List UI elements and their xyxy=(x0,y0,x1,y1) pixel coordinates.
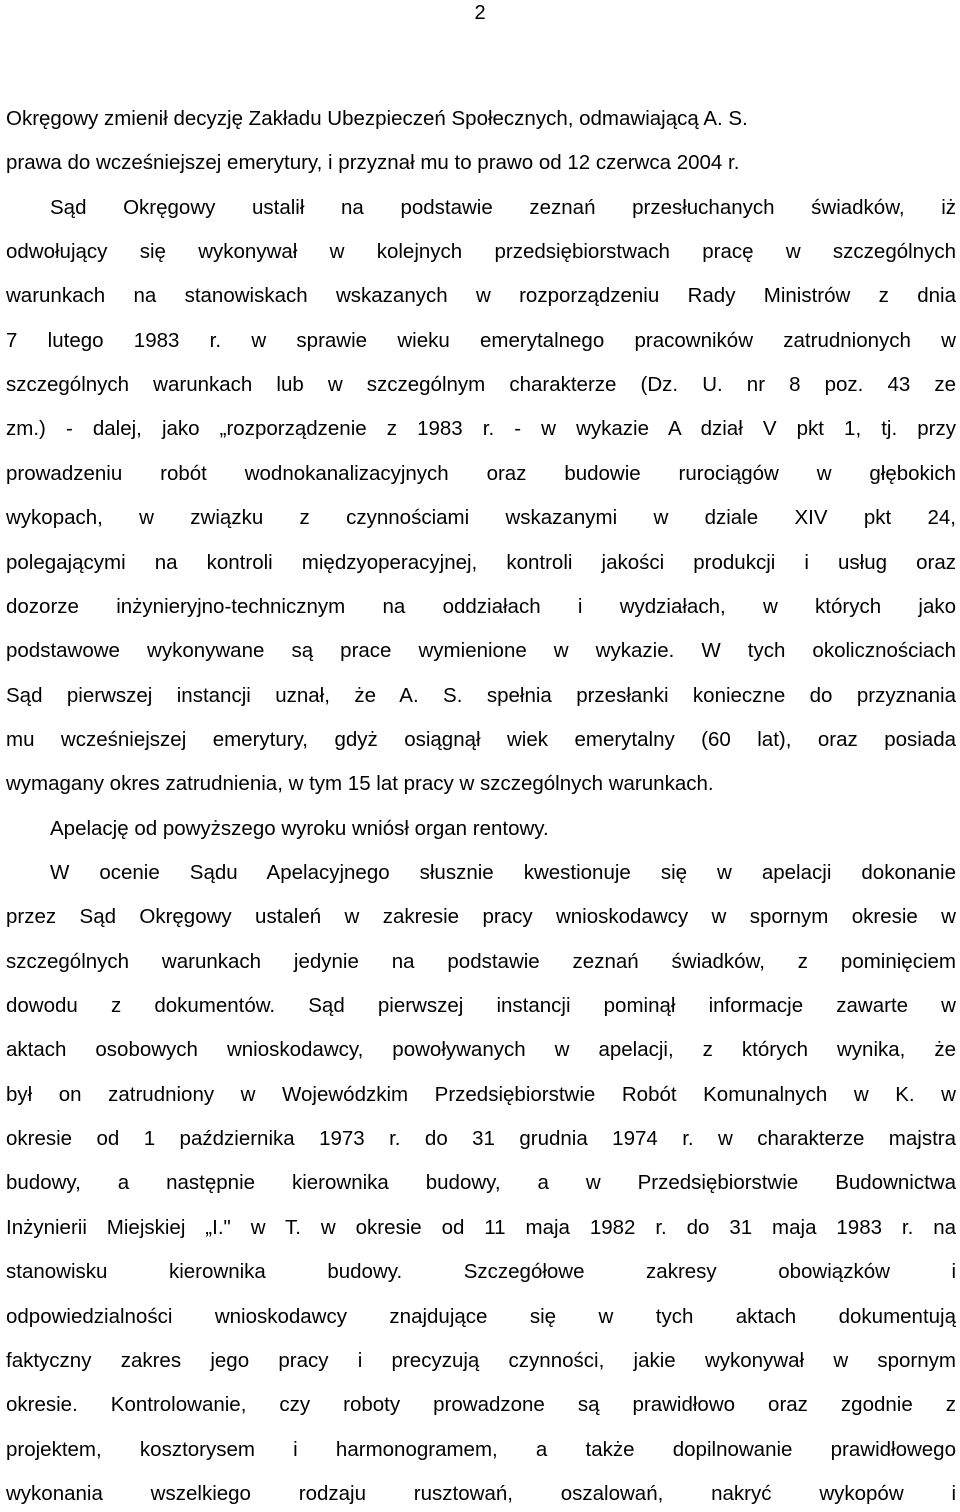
text-line: szczególnych warunkach lub w szczególnym charakterze (Dz. U. nr 8 poz. 43 ze xyxy=(6,373,956,397)
text-line: był on zatrudniony w Wojewódzkim Przedsiębiorstwie Robót Komunalnych w K. w xyxy=(6,1082,956,1106)
text-line: stanowisku kierownika budowy. Szczegółowe zakresy obowiązków i xyxy=(6,1260,956,1284)
text-line: wykonania wszelkiego rodzaju rusztowań, oszalowań, nakryć wykopów i xyxy=(6,1481,956,1505)
text-line: podstawowe wykonywane są prace wymienione w wykazie. W tych okolicznościach xyxy=(6,639,956,663)
text-line: wymagany okres zatrudnienia, w tym 15 lat pracy w szczególnych warunkach. xyxy=(6,772,714,796)
text-line: mu wcześniejszej emerytury, gdyż osiągnął wiek emerytalny (60 lat), oraz posiada xyxy=(6,727,956,751)
text-line: zm.) - dalej, jako „rozporządzenie z 1983 r. - w wykazie A dział V pkt 1, tj. przy xyxy=(6,417,956,441)
text-line: wykopach, w związku z czynnościami wskazanymi w dziale XIV pkt 24, xyxy=(6,506,956,530)
text-line: Sąd Okręgowy ustalił na podstawie zeznań przesłuchanych świadków, iż xyxy=(50,195,956,219)
text-line: Apelację od powyższego wyroku wniósł organ rentowy. xyxy=(50,816,549,840)
text-line: 7 lutego 1983 r. w sprawie wieku emerytalnego pracowników zatrudnionych w xyxy=(6,328,956,352)
text-line: Okręgowy zmienił decyzję Zakładu Ubezpieczeń Społecznych, odmawiającą A. S. xyxy=(6,107,748,130)
text-line: szczególnych warunkach jedynie na podstawie zeznań świadków, z pominięciem xyxy=(6,949,956,973)
text-line: budowy, a następnie kierownika budowy, a w Przedsiębiorstwie Budownictwa xyxy=(6,1171,956,1195)
page-number: 2 xyxy=(474,2,486,24)
text-line: faktyczny zakres jego pracy i precyzują czynności, jakie wykonywał w spornym xyxy=(6,1348,956,1372)
text-line: przez Sąd Okręgowy ustaleń w zakresie pracy wnioskodawcy w spornym okresie w xyxy=(6,905,956,929)
text-line: prowadzeniu robót wodnokanalizacyjnych oraz budowie rurociągów w głębokich xyxy=(6,461,956,485)
text-line: odpowiedzialności wnioskodawcy znajdujące się w tych aktach dokumentują xyxy=(6,1304,956,1328)
text-line: prawa do wcześniejszej emerytury, i przyznał mu to prawo od 12 czerwca 2004 r. xyxy=(6,151,740,175)
text-line: warunkach na stanowiskach wskazanych w rozporządzeniu Rady Ministrów z dnia xyxy=(6,284,956,308)
text-line: odwołujący się wykonywał w kolejnych przedsiębiorstwach pracę w szczególnych xyxy=(6,240,956,264)
text-line: Inżynierii Miejskiej „I." w T. w okresie od 11 maja 1982 r. do 31 maja 1983 r. na xyxy=(6,1215,956,1239)
text-line: polegającymi na kontroli międzyoperacyjnej, kontroli jakości produkcji i usług oraz xyxy=(6,550,956,574)
text-line: dowodu z dokumentów. Sąd pierwszej instancji pominął informacje zawarte w xyxy=(6,994,956,1017)
text-line: W ocenie Sądu Apelacyjnego słusznie kwestionuje się w apelacji dokonanie xyxy=(50,861,956,884)
text-line: projektem, kosztorysem i harmonogramem, a także dopilnowanie prawidłowego xyxy=(6,1437,956,1461)
text-line: okresie od 1 października 1973 r. do 31 grudnia 1974 r. w charakterze majstra xyxy=(6,1127,956,1151)
text-line: dozorze inżynieryjno-technicznym na oddziałach i wydziałach, w których jako xyxy=(6,594,956,618)
text-line: okresie. Kontrolowanie, czy roboty prowadzone są prawidłowo oraz zgodnie z xyxy=(6,1393,956,1417)
text-line: Sąd pierwszej instancji uznał, że A. S. spełnia przesłanki konieczne do przyznania xyxy=(6,683,956,707)
text-line: aktach osobowych wnioskodawcy, powoływanych w apelacji, z których wynika, że xyxy=(6,1038,956,1062)
